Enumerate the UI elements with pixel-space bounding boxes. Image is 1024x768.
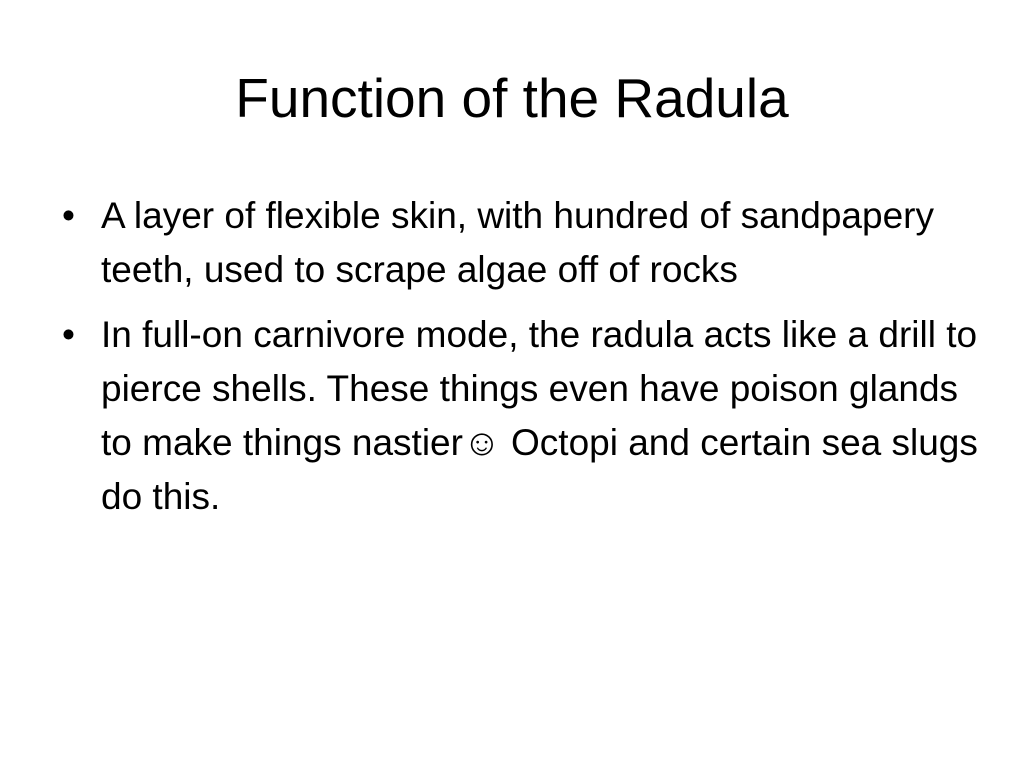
- bullet-item-carnivore-mode: [60, 308, 980, 524]
- bullet-marker: •: [62, 195, 75, 236]
- bullet-list: [60, 189, 980, 535]
- bullet-text: In full-on carnivore mode, the radula acts like a drill to pierce shells. These things even have poison glands to make things nastier☺ Octopi and certain sea slugs do this.: [101, 314, 978, 517]
- bullet-text: A layer of flexible skin, with hundred of sandpapery teeth, used to scrape algae off of rocks: [101, 195, 934, 290]
- bullet-marker: •: [62, 314, 75, 355]
- slide-title: Function of the Radula: [235, 67, 789, 129]
- bullet-item-radula-definition: [60, 189, 980, 297]
